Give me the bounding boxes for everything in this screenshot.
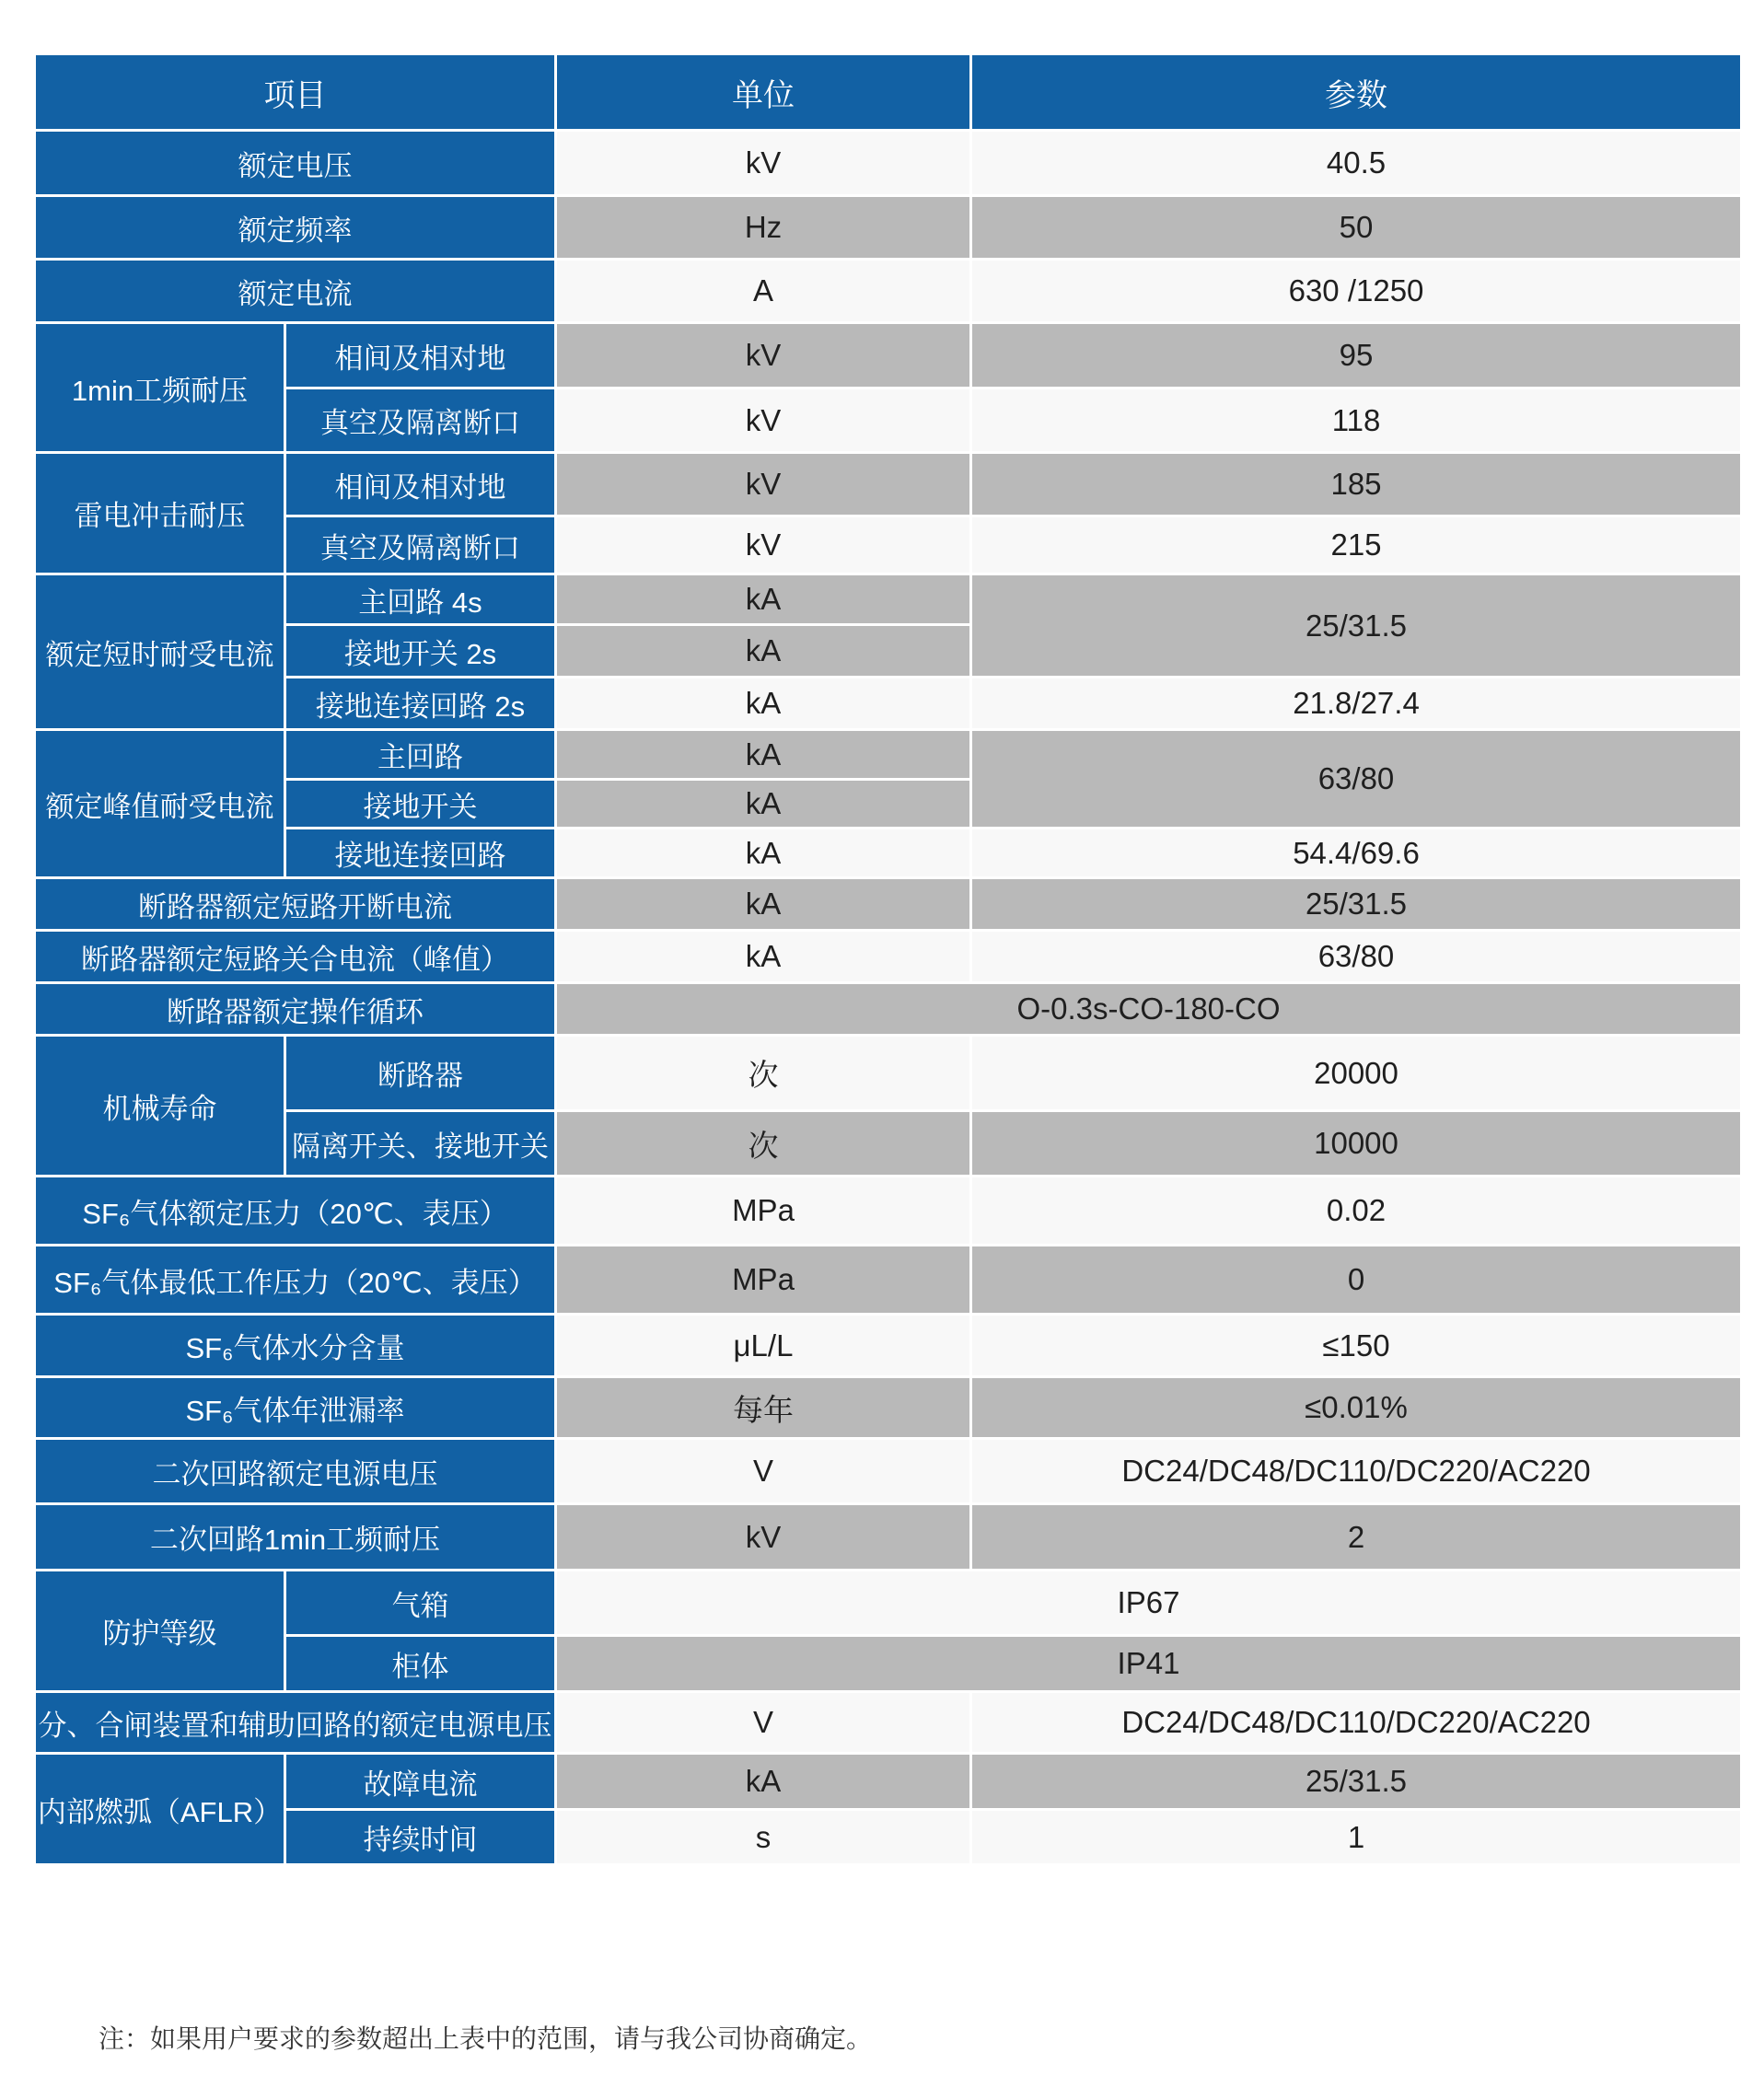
param-value-cell: 118 (971, 388, 1742, 453)
param-value-cell: 40.5 (971, 131, 1742, 196)
item-cell: 额定电流 (35, 260, 556, 323)
item-cell: 二次回路额定电源电压 (35, 1439, 556, 1504)
unit-cell: kA (556, 931, 971, 983)
table-row (35, 1036, 1742, 1111)
unit-cell: 次 (556, 1036, 971, 1111)
table-row (35, 574, 1742, 625)
table-header-row (35, 54, 1742, 131)
unit-cell: Hz (556, 196, 971, 260)
unit-cell: kV (556, 1504, 971, 1571)
table-row (35, 1111, 1742, 1177)
item-cell: SF₆气体水分含量 (35, 1315, 556, 1377)
item-cell: 雷电冲击耐压 (35, 453, 285, 574)
param-value-cell: 20000 (971, 1036, 1742, 1111)
table-row (35, 1315, 1742, 1377)
table-row (35, 1810, 1742, 1865)
table-row (35, 1692, 1742, 1754)
param-value-cell: O-0.3s-CO-180-CO (556, 983, 1742, 1036)
unit-cell: kA (556, 678, 971, 730)
item-cell: 故障电流 (285, 1754, 556, 1810)
param-value-cell: 25/31.5 (971, 574, 1742, 678)
item-cell: 主回路 4s (285, 574, 556, 625)
param-value-cell: 630 /1250 (971, 260, 1742, 323)
item-cell: 持续时间 (285, 1810, 556, 1865)
unit-cell: kA (556, 878, 971, 931)
item-cell: 断路器额定短路开断电流 (35, 878, 556, 931)
param-value-cell: DC24/DC48/DC110/DC220/AC220 (971, 1692, 1742, 1754)
param-value-cell: 215 (971, 516, 1742, 574)
item-cell: 气箱 (285, 1571, 556, 1636)
unit-cell: A (556, 260, 971, 323)
header-cell: 参数 (971, 54, 1742, 131)
unit-cell: kA (556, 730, 971, 780)
unit-cell: 每年 (556, 1377, 971, 1439)
item-cell: 接地连接回路 (285, 829, 556, 878)
unit-cell: V (556, 1692, 971, 1754)
table-row (35, 323, 1742, 388)
param-value-cell: 95 (971, 323, 1742, 388)
header-cell: 单位 (556, 54, 971, 131)
table-row (35, 453, 1742, 516)
unit-cell: kV (556, 323, 971, 388)
unit-cell: V (556, 1439, 971, 1504)
item-cell: 防护等级 (35, 1571, 285, 1692)
item-cell: 二次回路1min工频耐压 (35, 1504, 556, 1571)
item-cell: 相间及相对地 (285, 323, 556, 388)
item-cell: 额定峰值耐受电流 (35, 730, 285, 878)
param-value-cell: 0.02 (971, 1177, 1742, 1246)
item-cell: 额定电压 (35, 131, 556, 196)
unit-cell: s (556, 1810, 971, 1865)
param-value-cell: 25/31.5 (971, 1754, 1742, 1810)
param-value-cell: 21.8/27.4 (971, 678, 1742, 730)
item-cell: SF₆气体年泄漏率 (35, 1377, 556, 1439)
param-value-cell: 25/31.5 (971, 878, 1742, 931)
table-row (35, 260, 1742, 323)
param-value-cell: IP67 (556, 1571, 1742, 1636)
unit-cell: kV (556, 453, 971, 516)
table-body (35, 131, 1742, 1865)
unit-cell: 次 (556, 1111, 971, 1177)
footnote: 注：如果用户要求的参数超出上表中的范围，请与我公司协商确定。 (99, 2023, 873, 2054)
table-row (35, 1571, 1742, 1636)
unit-cell: kA (556, 625, 971, 678)
unit-cell: kV (556, 388, 971, 453)
item-cell: 内部燃弧（AFLR） (35, 1754, 285, 1865)
unit-cell: MPa (556, 1177, 971, 1246)
item-cell: 接地连接回路 2s (285, 678, 556, 730)
item-cell: 接地开关 2s (285, 625, 556, 678)
unit-cell: kV (556, 131, 971, 196)
item-cell: 柜体 (285, 1636, 556, 1692)
table-row (35, 983, 1742, 1036)
item-cell: 真空及隔离断口 (285, 516, 556, 574)
table-row (35, 1504, 1742, 1571)
item-cell: 机械寿命 (35, 1036, 285, 1177)
unit-cell: kV (556, 516, 971, 574)
param-value-cell: 50 (971, 196, 1742, 260)
table-row (35, 678, 1742, 730)
table-row (35, 1754, 1742, 1810)
header-cell: 项目 (35, 54, 556, 131)
param-value-cell: 54.4/69.6 (971, 829, 1742, 878)
table-row (35, 1246, 1742, 1315)
unit-cell: kA (556, 1754, 971, 1810)
item-cell: SF₆气体最低工作压力（20℃、表压） (35, 1246, 556, 1315)
item-cell: 断路器 (285, 1036, 556, 1111)
param-value-cell: ≤0.01% (971, 1377, 1742, 1439)
param-value-cell: 63/80 (971, 730, 1742, 829)
item-cell: 主回路 (285, 730, 556, 780)
param-value-cell: 185 (971, 453, 1742, 516)
unit-cell: μL/L (556, 1315, 971, 1377)
item-cell: SF₆气体额定压力（20℃、表压） (35, 1177, 556, 1246)
table-row (35, 730, 1742, 780)
spec-table (33, 52, 1743, 1866)
table-row (35, 1377, 1742, 1439)
unit-cell: MPa (556, 1246, 971, 1315)
param-value-cell: 63/80 (971, 931, 1742, 983)
param-value-cell: DC24/DC48/DC110/DC220/AC220 (971, 1439, 1742, 1504)
item-cell: 接地开关 (285, 780, 556, 829)
item-cell: 真空及隔离断口 (285, 388, 556, 453)
table-row (35, 516, 1742, 574)
item-cell: 额定频率 (35, 196, 556, 260)
table-row (35, 931, 1742, 983)
param-value-cell: 10000 (971, 1111, 1742, 1177)
table-row (35, 1177, 1742, 1246)
param-value-cell: 1 (971, 1810, 1742, 1865)
item-cell: 额定短时耐受电流 (35, 574, 285, 730)
item-cell: 相间及相对地 (285, 453, 556, 516)
table-row (35, 196, 1742, 260)
param-value-cell: 0 (971, 1246, 1742, 1315)
item-cell: 断路器额定操作循环 (35, 983, 556, 1036)
param-value-cell: ≤150 (971, 1315, 1742, 1377)
table-row (35, 388, 1742, 453)
item-cell: 1min工频耐压 (35, 323, 285, 453)
item-cell: 断路器额定短路关合电流（峰值） (35, 931, 556, 983)
param-value-cell: 2 (971, 1504, 1742, 1571)
table-row (35, 1636, 1742, 1692)
unit-cell: kA (556, 574, 971, 625)
table-row (35, 878, 1742, 931)
unit-cell: kA (556, 829, 971, 878)
item-cell: 隔离开关、接地开关 (285, 1111, 556, 1177)
table-header (35, 54, 1742, 131)
param-value-cell: IP41 (556, 1636, 1742, 1692)
table-row (35, 131, 1742, 196)
table-row (35, 1439, 1742, 1504)
item-cell: 分、合闸装置和辅助回路的额定电源电压 (35, 1692, 556, 1754)
unit-cell: kA (556, 780, 971, 829)
table-row (35, 829, 1742, 878)
